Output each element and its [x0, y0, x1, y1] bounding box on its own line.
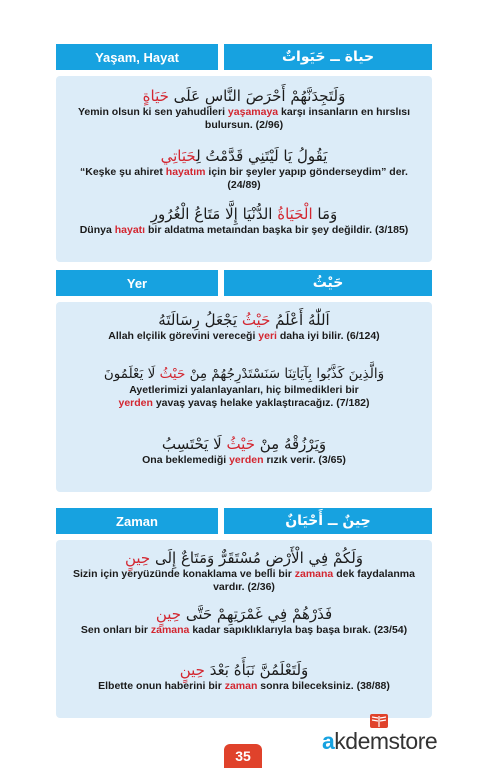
- entries-box: [56, 302, 432, 492]
- arabic-verse: وَيَرْزُقْهُ مِنْ حَيْثُ لَا يَحْتَسِبُ: [161, 435, 327, 453]
- turkish-header: Zaman: [56, 508, 218, 534]
- entry: [56, 86, 432, 132]
- turkish-header: Yer: [56, 270, 218, 296]
- arabic-verse: وَالَّذِينَ كَذَّبُوا بِآيَاتِنَا سَنَسْتَدْرِجُهُمْ مِنْ حَيْثُ لَا يَعْلَمُونَ: [103, 366, 385, 382]
- section-zaman: [56, 508, 432, 718]
- entry: [56, 146, 432, 192]
- section-yasam: [56, 44, 432, 262]
- entries-box: [56, 76, 432, 262]
- turkish-translation: Yemin olsun ki sen yahudileri yaşamaya karşı insanların en hırslısı bulursun. (2/96): [77, 106, 411, 131]
- entry: [56, 204, 432, 237]
- entry: [56, 604, 432, 637]
- turkish-translation: Allah elçilik görevini vereceği yeri daha iyi bilir. (6/124): [108, 330, 380, 342]
- akdemstore-logo: [316, 710, 472, 756]
- turkish-translation: Dünya hayatı bir aldatma metaından başka bir şey değildir. (3/185): [79, 224, 409, 236]
- logo-text: akdemstore: [322, 728, 438, 754]
- section-header: [56, 44, 432, 70]
- entry: [56, 434, 432, 467]
- arabic-verse: اَللّٰهُ أَعْلَمُ حَيْثُ يَجْعَلُ رِسَالَتَهُ: [158, 311, 330, 329]
- entry: [56, 660, 432, 693]
- arabic-verse: وَلَتَجِدَنَّهُمْ أَحْرَصَ النَّاسِ عَلَى حَيَاةٍ: [142, 87, 346, 105]
- entries-box: [56, 540, 432, 718]
- section-yer: [56, 270, 432, 492]
- arabic-header: حَيْثُ: [224, 270, 432, 296]
- turkish-translation: Ona beklemediği yerden rızık verir. (3/65): [142, 454, 346, 466]
- page-number: 35: [224, 744, 262, 768]
- entry: [56, 364, 432, 410]
- arabic-verse: وَلَتَعْلَمُنَّ نَبَأَهُ بَعْدَ حِينٍ: [179, 661, 309, 679]
- turkish-translation: Sen onları bir zamana kadar sapıklıklarıyla baş başa bırak. (23/54): [80, 624, 408, 636]
- arabic-header: حِينٌ ــ أَحْيَانٌ: [224, 508, 432, 534]
- turkish-translation: Sizin için yeryüzünde konaklama ve belli bir zamana dek faydalanma vardır. (2/36): [73, 568, 415, 593]
- section-header: [56, 508, 432, 534]
- entry: [56, 310, 432, 343]
- arabic-verse: يَقُولُ يَا لَيْتَنِي قَدَّمْتُ لِحَيَاتِي: [160, 147, 328, 165]
- arabic-verse: وَمَا الْحَيَاةُ الدُّنْيَا إِلَّا مَتَاعُ الْغُرُورِ: [150, 205, 338, 223]
- section-header: [56, 270, 432, 296]
- arabic-verse: فَذَرْهُمْ فِي غَمْرَتِهِمْ حَتَّى حِينٍ: [155, 605, 333, 623]
- arabic-header: حياة ــ حَيَواتٌ: [224, 44, 432, 70]
- entry: [56, 548, 432, 594]
- turkish-translation: “Keşke şu ahiret hayatım için bir şeyler yapıp gönderseydim” der. (24/89): [80, 166, 408, 191]
- turkish-translation: Ayetlerimizi yalanlayanları, hiç bilmedikleri bir yerden yavaş yavaş helake yaklaştıracağız. (7/182): [118, 384, 370, 409]
- turkish-translation: Elbette onun haberini bir zaman sonra bileceksiniz. (38/88): [98, 680, 390, 692]
- turkish-header: Yaşam, Hayat: [56, 44, 218, 70]
- arabic-verse: وَلَكُمْ فِي الْأَرْضِ مُسْتَقَرٌّ وَمَتَاعٌ إِلَى حِينٍ: [124, 549, 364, 567]
